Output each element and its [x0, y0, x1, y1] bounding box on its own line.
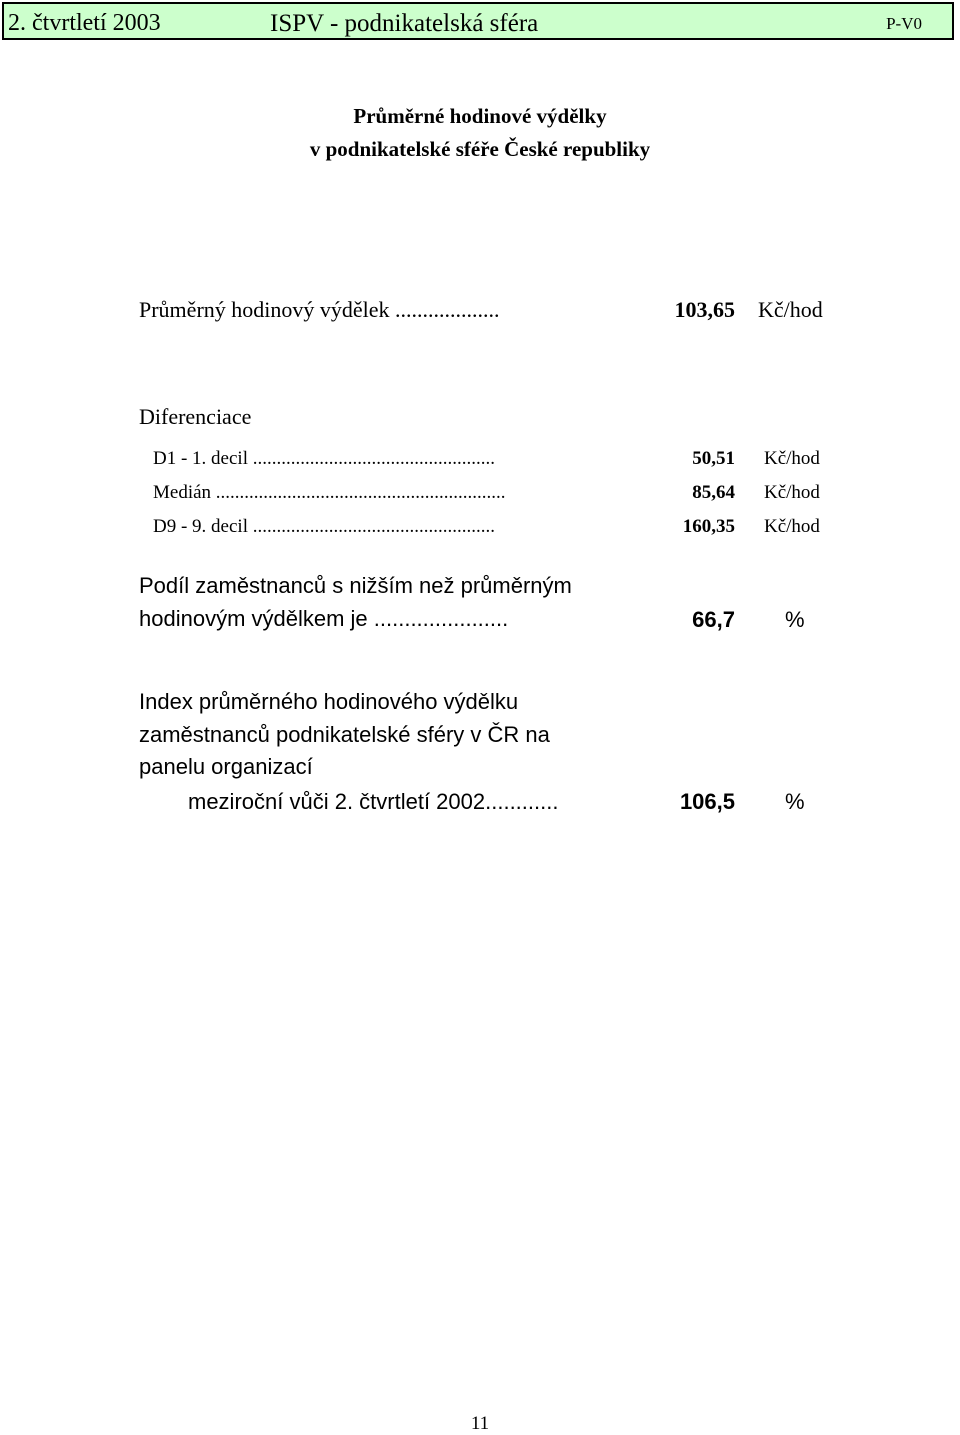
average-unit: Kč/hod	[758, 297, 823, 322]
share-label-line1: Podíl zaměstnanců s nižším než průměrným	[139, 573, 572, 598]
decile1-unit: Kč/hod	[764, 448, 820, 469]
index-label-line4: meziroční vůči 2. čtvrtletí 2002............	[188, 789, 559, 814]
index-value: 106,5	[679, 789, 735, 814]
report-header-bar	[2, 2, 954, 40]
report-code: P-V0	[886, 14, 922, 33]
decile1-label: D1 - 1. decil ...................................................	[153, 448, 495, 469]
decile1-value: 50,51	[692, 448, 735, 469]
index-label-line1: Index průměrného hodinového výdělku	[139, 689, 519, 714]
median-value: 85,64	[692, 482, 735, 503]
average-label: Průměrný hodinový výdělek ...................	[139, 297, 500, 322]
report-period: 2. čtvrtletí 2003	[8, 10, 161, 36]
share-unit: %	[785, 607, 805, 632]
decile9-label: D9 - 9. decil ...................................................	[153, 516, 495, 537]
share-label-line2: hodinovým výdělkem je ......................	[139, 606, 509, 631]
median-unit: Kč/hod	[764, 482, 820, 503]
index-label-line3: panelu organizací	[139, 754, 313, 779]
document-title-line1: Průměrné hodinové výdělky	[353, 104, 607, 128]
document-title-line2: v podnikatelské sféře České republiky	[309, 137, 651, 161]
median-label: Medián .............................................................	[153, 482, 506, 503]
decile9-value: 160,35	[682, 516, 735, 537]
index-label-line2: zaměstnanců podnikatelské sféry v ČR na	[139, 722, 550, 747]
page-number: 11	[470, 1413, 490, 1434]
differentiation-heading: Diferenciace	[139, 404, 252, 429]
report-title: ISPV - podnikatelská sféra	[270, 10, 539, 37]
share-value: 66,7	[692, 607, 735, 632]
decile9-unit: Kč/hod	[764, 516, 820, 537]
average-value: 103,65	[674, 297, 735, 322]
index-unit: %	[785, 789, 805, 814]
